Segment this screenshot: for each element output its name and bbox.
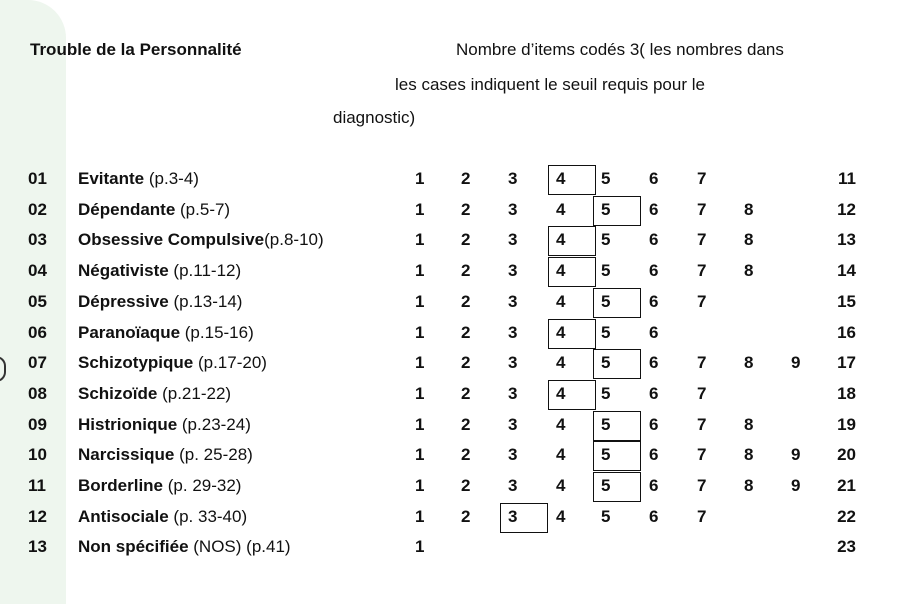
item-count-cell: 5 bbox=[601, 353, 611, 373]
total-items: 16 bbox=[837, 322, 856, 342]
item-count-cell: 7 bbox=[697, 353, 707, 373]
threshold-box bbox=[593, 349, 641, 379]
threshold-box bbox=[548, 257, 596, 287]
item-count-cell: 1 bbox=[415, 169, 425, 188]
item-count-cell: 6 bbox=[649, 506, 659, 526]
table-row bbox=[0, 533, 906, 563]
item-count-cell: 8 bbox=[744, 353, 754, 373]
item-count-cell: 7 bbox=[697, 383, 707, 403]
item-count-cell: 1 bbox=[415, 383, 425, 403]
page-reference: (p.21-22) bbox=[157, 383, 232, 403]
row-number: 03 bbox=[28, 230, 47, 250]
item-count-cell: 1 bbox=[415, 445, 425, 465]
disorder-name: Evitante bbox=[78, 169, 145, 188]
item-count-cell: 2 bbox=[461, 322, 471, 342]
table-row bbox=[0, 441, 906, 471]
total-items: 11 bbox=[838, 169, 856, 188]
item-cells bbox=[0, 503, 906, 533]
item-count-cell: 7 bbox=[697, 230, 707, 250]
threshold-box bbox=[593, 472, 641, 502]
item-count-cell: 9 bbox=[791, 476, 801, 495]
page-reference: (p.8-10) bbox=[264, 230, 324, 250]
item-cells bbox=[0, 533, 906, 563]
item-count-cell: 4 bbox=[556, 383, 566, 403]
row-number: 06 bbox=[28, 322, 47, 342]
item-count-cell: 1 bbox=[415, 414, 425, 434]
page-reference: (p.13-14) bbox=[168, 291, 243, 311]
disorder-name: Antisociale bbox=[78, 506, 169, 526]
item-count-cell: 3 bbox=[508, 199, 518, 219]
item-count-cell: 2 bbox=[461, 476, 471, 495]
item-count-cell: 6 bbox=[649, 445, 659, 465]
item-count-cell: 4 bbox=[556, 291, 566, 311]
total-items: 13 bbox=[837, 230, 856, 250]
item-count-cell: 6 bbox=[649, 199, 659, 219]
item-count-cell: 8 bbox=[744, 230, 754, 250]
threshold-box bbox=[548, 226, 596, 256]
item-count-cell: 6 bbox=[649, 230, 659, 250]
item-cells bbox=[0, 288, 906, 318]
item-count-cell: 4 bbox=[556, 476, 566, 495]
total-items: 14 bbox=[837, 261, 856, 281]
item-count-cell: 4 bbox=[556, 261, 566, 281]
page-reference: (p. 33-40) bbox=[168, 506, 248, 526]
table-row bbox=[0, 380, 906, 410]
item-count-cell: 5 bbox=[601, 506, 611, 526]
item-count-cell: 2 bbox=[461, 445, 471, 465]
item-cells bbox=[0, 226, 906, 256]
item-count-cell: 2 bbox=[461, 230, 471, 250]
threshold-box bbox=[593, 288, 641, 318]
page-reference: (p.17-20) bbox=[193, 353, 267, 373]
total-items: 18 bbox=[837, 383, 856, 403]
item-count-cell: 3 bbox=[508, 383, 518, 403]
page-reference: (p.3-4) bbox=[144, 169, 199, 188]
item-count-cell: 7 bbox=[697, 291, 707, 311]
total-items: 19 bbox=[837, 414, 856, 434]
item-count-cell: 3 bbox=[508, 414, 518, 434]
item-count-cell: 4 bbox=[556, 199, 566, 219]
table-row bbox=[0, 503, 906, 533]
item-cells bbox=[0, 411, 906, 441]
item-count-cell: 7 bbox=[697, 445, 707, 465]
item-count-cell: 6 bbox=[649, 476, 659, 495]
disorder-name: Dépressive bbox=[78, 291, 169, 311]
item-count-cell: 2 bbox=[461, 506, 471, 526]
item-count-cell: 5 bbox=[601, 414, 611, 434]
item-count-cell: 7 bbox=[697, 169, 707, 188]
row-number: 02 bbox=[28, 199, 47, 219]
table-row bbox=[0, 196, 906, 226]
disorder-name: Narcissique bbox=[78, 445, 175, 465]
total-items: 22 bbox=[837, 506, 856, 526]
item-count-cell: 1 bbox=[415, 199, 425, 219]
item-count-cell: 6 bbox=[649, 414, 659, 434]
threshold-box bbox=[593, 411, 641, 441]
threshold-box bbox=[548, 319, 596, 349]
item-count-cell: 1 bbox=[415, 261, 425, 281]
item-count-cell: 5 bbox=[601, 261, 611, 281]
header-description-line1: Nombre d’items codés 3( les nombres dans bbox=[456, 40, 784, 59]
page-reference: (p. 25-28) bbox=[174, 445, 253, 465]
threshold-box bbox=[548, 165, 596, 195]
item-cells bbox=[0, 380, 906, 410]
row-number: 05 bbox=[28, 291, 47, 311]
disorder-name: Négativiste bbox=[78, 261, 169, 281]
item-count-cell: 6 bbox=[649, 383, 659, 403]
threshold-box bbox=[548, 380, 596, 410]
table-title: Trouble de la Personnalité bbox=[30, 40, 242, 59]
item-count-cell: 7 bbox=[697, 476, 707, 495]
item-count-cell: 7 bbox=[697, 199, 707, 219]
item-count-cell: 2 bbox=[461, 261, 471, 281]
item-count-cell: 2 bbox=[461, 199, 471, 219]
item-count-cell: 6 bbox=[649, 291, 659, 311]
item-count-cell: 2 bbox=[461, 169, 471, 188]
item-count-cell: 8 bbox=[744, 199, 754, 219]
disorder-name: Borderline bbox=[78, 476, 164, 495]
disorder-name: Schizotypique bbox=[78, 353, 194, 373]
table-row bbox=[0, 165, 906, 195]
total-items: 12 bbox=[837, 199, 856, 219]
item-count-cell: 9 bbox=[791, 445, 801, 465]
item-count-cell: 1 bbox=[415, 230, 425, 250]
total-items: 21 bbox=[837, 476, 856, 495]
item-count-cell: 3 bbox=[508, 230, 518, 250]
row-number: 01 bbox=[28, 169, 47, 188]
item-cells bbox=[0, 319, 906, 349]
item-count-cell: 3 bbox=[508, 169, 518, 188]
item-count-cell: 2 bbox=[461, 414, 471, 434]
item-count-cell: 4 bbox=[556, 506, 566, 526]
item-count-cell: 4 bbox=[556, 169, 566, 188]
item-count-cell: 3 bbox=[508, 291, 518, 311]
item-count-cell: 7 bbox=[697, 414, 707, 434]
item-count-cell: 3 bbox=[508, 261, 518, 281]
header-description-line2: les cases indiquent le seuil requis pour le bbox=[395, 75, 705, 94]
total-items: 15 bbox=[837, 291, 856, 311]
row-number: 12 bbox=[28, 506, 47, 526]
item-count-cell: 4 bbox=[556, 230, 566, 250]
item-count-cell: 5 bbox=[601, 476, 611, 495]
table-row bbox=[0, 226, 906, 256]
item-count-cell: 3 bbox=[508, 476, 518, 495]
item-count-cell: 1 bbox=[415, 353, 425, 373]
item-count-cell: 7 bbox=[697, 506, 707, 526]
disorder-name: Paranoïaque bbox=[78, 322, 181, 342]
page-reference: (NOS) (p.41) bbox=[188, 537, 291, 557]
total-items: 23 bbox=[837, 537, 856, 557]
item-count-cell: 8 bbox=[744, 414, 754, 434]
total-items: 17 bbox=[837, 353, 856, 373]
item-count-cell: 5 bbox=[601, 445, 611, 465]
item-count-cell: 5 bbox=[601, 383, 611, 403]
item-count-cell: 5 bbox=[601, 291, 611, 311]
item-cells bbox=[0, 257, 906, 287]
threshold-box bbox=[593, 196, 641, 226]
table-row bbox=[0, 411, 906, 441]
row-number: 10 bbox=[28, 445, 47, 465]
disorder-name: Schizoïde bbox=[78, 383, 158, 403]
item-cells bbox=[0, 349, 906, 379]
table-row bbox=[0, 349, 906, 379]
table-row bbox=[0, 288, 906, 318]
item-count-cell: 1 bbox=[415, 506, 425, 526]
item-count-cell: 1 bbox=[415, 537, 425, 557]
item-cells bbox=[0, 196, 906, 226]
disorder-name: Dépendante bbox=[78, 199, 176, 219]
disorder-name: Non spécifiée bbox=[78, 537, 189, 557]
item-count-cell: 2 bbox=[461, 291, 471, 311]
item-count-cell: 6 bbox=[649, 261, 659, 281]
item-cells bbox=[0, 165, 906, 195]
row-number: 13 bbox=[28, 537, 47, 557]
item-count-cell: 8 bbox=[744, 261, 754, 281]
threshold-box bbox=[593, 441, 641, 471]
item-count-cell: 7 bbox=[697, 261, 707, 281]
item-count-cell: 1 bbox=[415, 476, 425, 495]
item-count-cell: 8 bbox=[744, 445, 754, 465]
item-count-cell: 4 bbox=[556, 445, 566, 465]
item-count-cell: 5 bbox=[601, 230, 611, 250]
item-count-cell: 2 bbox=[461, 383, 471, 403]
item-count-cell: 5 bbox=[601, 169, 611, 188]
disorder-name: Obsessive Compulsive bbox=[78, 230, 265, 250]
item-count-cell: 4 bbox=[556, 322, 566, 342]
item-count-cell: 6 bbox=[649, 322, 659, 342]
item-cells bbox=[0, 441, 906, 471]
row-number: 04 bbox=[28, 261, 47, 281]
item-count-cell: 1 bbox=[415, 322, 425, 342]
page-reference: (p.11-12) bbox=[168, 261, 242, 281]
item-count-cell: 4 bbox=[556, 353, 566, 373]
item-count-cell: 6 bbox=[649, 169, 659, 188]
item-count-cell: 3 bbox=[508, 353, 518, 373]
page-reference: (p.15-16) bbox=[180, 322, 254, 342]
item-count-cell: 5 bbox=[601, 199, 611, 219]
row-number: 08 bbox=[28, 383, 47, 403]
item-count-cell: 6 bbox=[649, 353, 659, 373]
disorder-name: Histrionique bbox=[78, 414, 178, 434]
item-count-cell: 5 bbox=[601, 322, 611, 342]
row-number: 09 bbox=[28, 414, 47, 434]
item-count-cell: 3 bbox=[508, 322, 518, 342]
item-count-cell: 3 bbox=[508, 506, 518, 526]
total-items: 20 bbox=[837, 445, 856, 465]
item-count-cell: 4 bbox=[556, 414, 566, 434]
page-reference: (p.5-7) bbox=[175, 199, 231, 219]
row-number: 07 bbox=[28, 353, 47, 373]
page-reference: (p.23-24) bbox=[177, 414, 251, 434]
header-description-line3: diagnostic) bbox=[333, 108, 416, 127]
table-row bbox=[0, 319, 906, 349]
item-cells bbox=[0, 472, 906, 502]
table-row bbox=[0, 472, 906, 502]
item-count-cell: 9 bbox=[791, 353, 801, 373]
table-row bbox=[0, 257, 906, 287]
item-count-cell: 1 bbox=[415, 291, 425, 311]
threshold-box bbox=[500, 503, 548, 533]
page-reference: (p. 29-32) bbox=[163, 476, 242, 495]
row-number: 11 bbox=[28, 476, 46, 495]
item-count-cell: 3 bbox=[508, 445, 518, 465]
item-count-cell: 8 bbox=[744, 476, 754, 495]
item-count-cell: 2 bbox=[461, 353, 471, 373]
